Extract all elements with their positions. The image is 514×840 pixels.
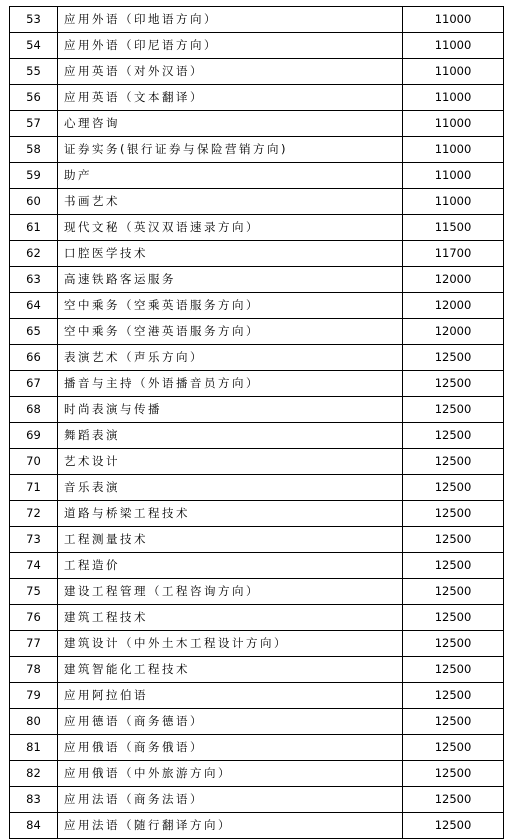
table-row bbox=[10, 449, 504, 475]
tuition-fee: 11000 bbox=[403, 33, 504, 59]
major-name: 舞蹈表演 bbox=[58, 423, 403, 449]
table-row bbox=[10, 605, 504, 631]
major-name: 建设工程管理（工程咨询方向） bbox=[58, 579, 403, 605]
major-name: 时尚表演与传播 bbox=[58, 397, 403, 423]
major-name: 应用英语（对外汉语） bbox=[58, 59, 403, 85]
table-row bbox=[10, 137, 504, 163]
row-number: 63 bbox=[10, 267, 58, 293]
table-row bbox=[10, 657, 504, 683]
table-row bbox=[10, 787, 504, 813]
table-body bbox=[10, 7, 504, 839]
table-row bbox=[10, 553, 504, 579]
tuition-fee: 11700 bbox=[403, 241, 504, 267]
tuition-fee: 12500 bbox=[403, 631, 504, 657]
tuition-fee: 12500 bbox=[403, 787, 504, 813]
row-number: 76 bbox=[10, 605, 58, 631]
tuition-fee: 12500 bbox=[403, 397, 504, 423]
table-row bbox=[10, 59, 504, 85]
major-name: 工程测量技术 bbox=[58, 527, 403, 553]
major-name: 空中乘务（空港英语服务方向） bbox=[58, 319, 403, 345]
table-row bbox=[10, 371, 504, 397]
tuition-fee: 12500 bbox=[403, 553, 504, 579]
row-number: 62 bbox=[10, 241, 58, 267]
table-row bbox=[10, 423, 504, 449]
major-name: 心理咨询 bbox=[58, 111, 403, 137]
table-row bbox=[10, 475, 504, 501]
major-name: 现代文秘（英汉双语速录方向） bbox=[58, 215, 403, 241]
tuition-fee: 11000 bbox=[403, 59, 504, 85]
table-row bbox=[10, 85, 504, 111]
row-number: 83 bbox=[10, 787, 58, 813]
major-name: 应用外语（印尼语方向） bbox=[58, 33, 403, 59]
major-name: 高速铁路客运服务 bbox=[58, 267, 403, 293]
table-row bbox=[10, 683, 504, 709]
tuition-fee: 12500 bbox=[403, 761, 504, 787]
row-number: 64 bbox=[10, 293, 58, 319]
row-number: 73 bbox=[10, 527, 58, 553]
major-name: 表演艺术（声乐方向） bbox=[58, 345, 403, 371]
row-number: 57 bbox=[10, 111, 58, 137]
table-row bbox=[10, 293, 504, 319]
major-name: 书画艺术 bbox=[58, 189, 403, 215]
tuition-fee: 12500 bbox=[403, 579, 504, 605]
row-number: 66 bbox=[10, 345, 58, 371]
table-row bbox=[10, 163, 504, 189]
major-name: 音乐表演 bbox=[58, 475, 403, 501]
row-number: 58 bbox=[10, 137, 58, 163]
tuition-fee: 12000 bbox=[403, 319, 504, 345]
major-name: 应用俄语（中外旅游方向） bbox=[58, 761, 403, 787]
major-name: 播音与主持（外语播音员方向） bbox=[58, 371, 403, 397]
table-row bbox=[10, 241, 504, 267]
major-name: 助产 bbox=[58, 163, 403, 189]
tuition-fee: 11000 bbox=[403, 163, 504, 189]
tuition-fee: 12500 bbox=[403, 735, 504, 761]
row-number: 65 bbox=[10, 319, 58, 345]
tuition-fee: 11500 bbox=[403, 215, 504, 241]
row-number: 68 bbox=[10, 397, 58, 423]
row-number: 77 bbox=[10, 631, 58, 657]
major-name: 建筑工程技术 bbox=[58, 605, 403, 631]
row-number: 84 bbox=[10, 813, 58, 839]
table-row bbox=[10, 501, 504, 527]
tuition-fee: 12500 bbox=[403, 475, 504, 501]
major-name: 口腔医学技术 bbox=[58, 241, 403, 267]
row-number: 74 bbox=[10, 553, 58, 579]
tuition-fee: 12500 bbox=[403, 345, 504, 371]
tuition-fee: 12000 bbox=[403, 267, 504, 293]
tuition-fee: 11000 bbox=[403, 7, 504, 33]
tuition-fee: 12500 bbox=[403, 709, 504, 735]
row-number: 60 bbox=[10, 189, 58, 215]
tuition-fee: 12500 bbox=[403, 423, 504, 449]
major-name: 应用外语（印地语方向） bbox=[58, 7, 403, 33]
row-number: 67 bbox=[10, 371, 58, 397]
row-number: 72 bbox=[10, 501, 58, 527]
tuition-fee: 12000 bbox=[403, 293, 504, 319]
row-number: 79 bbox=[10, 683, 58, 709]
major-name: 建筑设计（中外土木工程设计方向） bbox=[58, 631, 403, 657]
table-row bbox=[10, 709, 504, 735]
row-number: 61 bbox=[10, 215, 58, 241]
tuition-fee: 12500 bbox=[403, 501, 504, 527]
tuition-fee: 11000 bbox=[403, 111, 504, 137]
major-name: 应用法语（随行翻译方向） bbox=[58, 813, 403, 839]
tuition-fee: 11000 bbox=[403, 85, 504, 111]
tuition-fee: 12500 bbox=[403, 657, 504, 683]
row-number: 56 bbox=[10, 85, 58, 111]
major-name: 空中乘务（空乘英语服务方向） bbox=[58, 293, 403, 319]
major-name: 应用俄语（商务俄语） bbox=[58, 735, 403, 761]
table-row bbox=[10, 267, 504, 293]
tuition-fee: 12500 bbox=[403, 683, 504, 709]
tuition-fee: 12500 bbox=[403, 449, 504, 475]
table-row bbox=[10, 319, 504, 345]
row-number: 70 bbox=[10, 449, 58, 475]
table-row bbox=[10, 579, 504, 605]
tuition-fee: 12500 bbox=[403, 527, 504, 553]
row-number: 54 bbox=[10, 33, 58, 59]
major-name: 应用英语（文本翻译） bbox=[58, 85, 403, 111]
table-row bbox=[10, 345, 504, 371]
major-name: 应用法语（商务法语） bbox=[58, 787, 403, 813]
row-number: 53 bbox=[10, 7, 58, 33]
row-number: 69 bbox=[10, 423, 58, 449]
table-row bbox=[10, 813, 504, 839]
table-row bbox=[10, 527, 504, 553]
table-row bbox=[10, 631, 504, 657]
table-row bbox=[10, 215, 504, 241]
table-row bbox=[10, 761, 504, 787]
tuition-fee: 11000 bbox=[403, 137, 504, 163]
tuition-fee: 11000 bbox=[403, 189, 504, 215]
tuition-table bbox=[9, 6, 504, 839]
row-number: 75 bbox=[10, 579, 58, 605]
major-name: 证券实务(银行证券与保险营销方向) bbox=[58, 137, 403, 163]
row-number: 82 bbox=[10, 761, 58, 787]
table-row bbox=[10, 189, 504, 215]
tuition-fee: 12500 bbox=[403, 605, 504, 631]
table-row bbox=[10, 397, 504, 423]
row-number: 71 bbox=[10, 475, 58, 501]
major-name: 道路与桥梁工程技术 bbox=[58, 501, 403, 527]
table-row bbox=[10, 111, 504, 137]
tuition-fee: 12500 bbox=[403, 371, 504, 397]
row-number: 55 bbox=[10, 59, 58, 85]
row-number: 78 bbox=[10, 657, 58, 683]
major-name: 艺术设计 bbox=[58, 449, 403, 475]
table-row bbox=[10, 33, 504, 59]
row-number: 59 bbox=[10, 163, 58, 189]
major-name: 工程造价 bbox=[58, 553, 403, 579]
major-name: 应用德语（商务德语） bbox=[58, 709, 403, 735]
major-name: 应用阿拉伯语 bbox=[58, 683, 403, 709]
tuition-fee: 12500 bbox=[403, 813, 504, 839]
table-row bbox=[10, 7, 504, 33]
row-number: 81 bbox=[10, 735, 58, 761]
major-name: 建筑智能化工程技术 bbox=[58, 657, 403, 683]
row-number: 80 bbox=[10, 709, 58, 735]
table-row bbox=[10, 735, 504, 761]
